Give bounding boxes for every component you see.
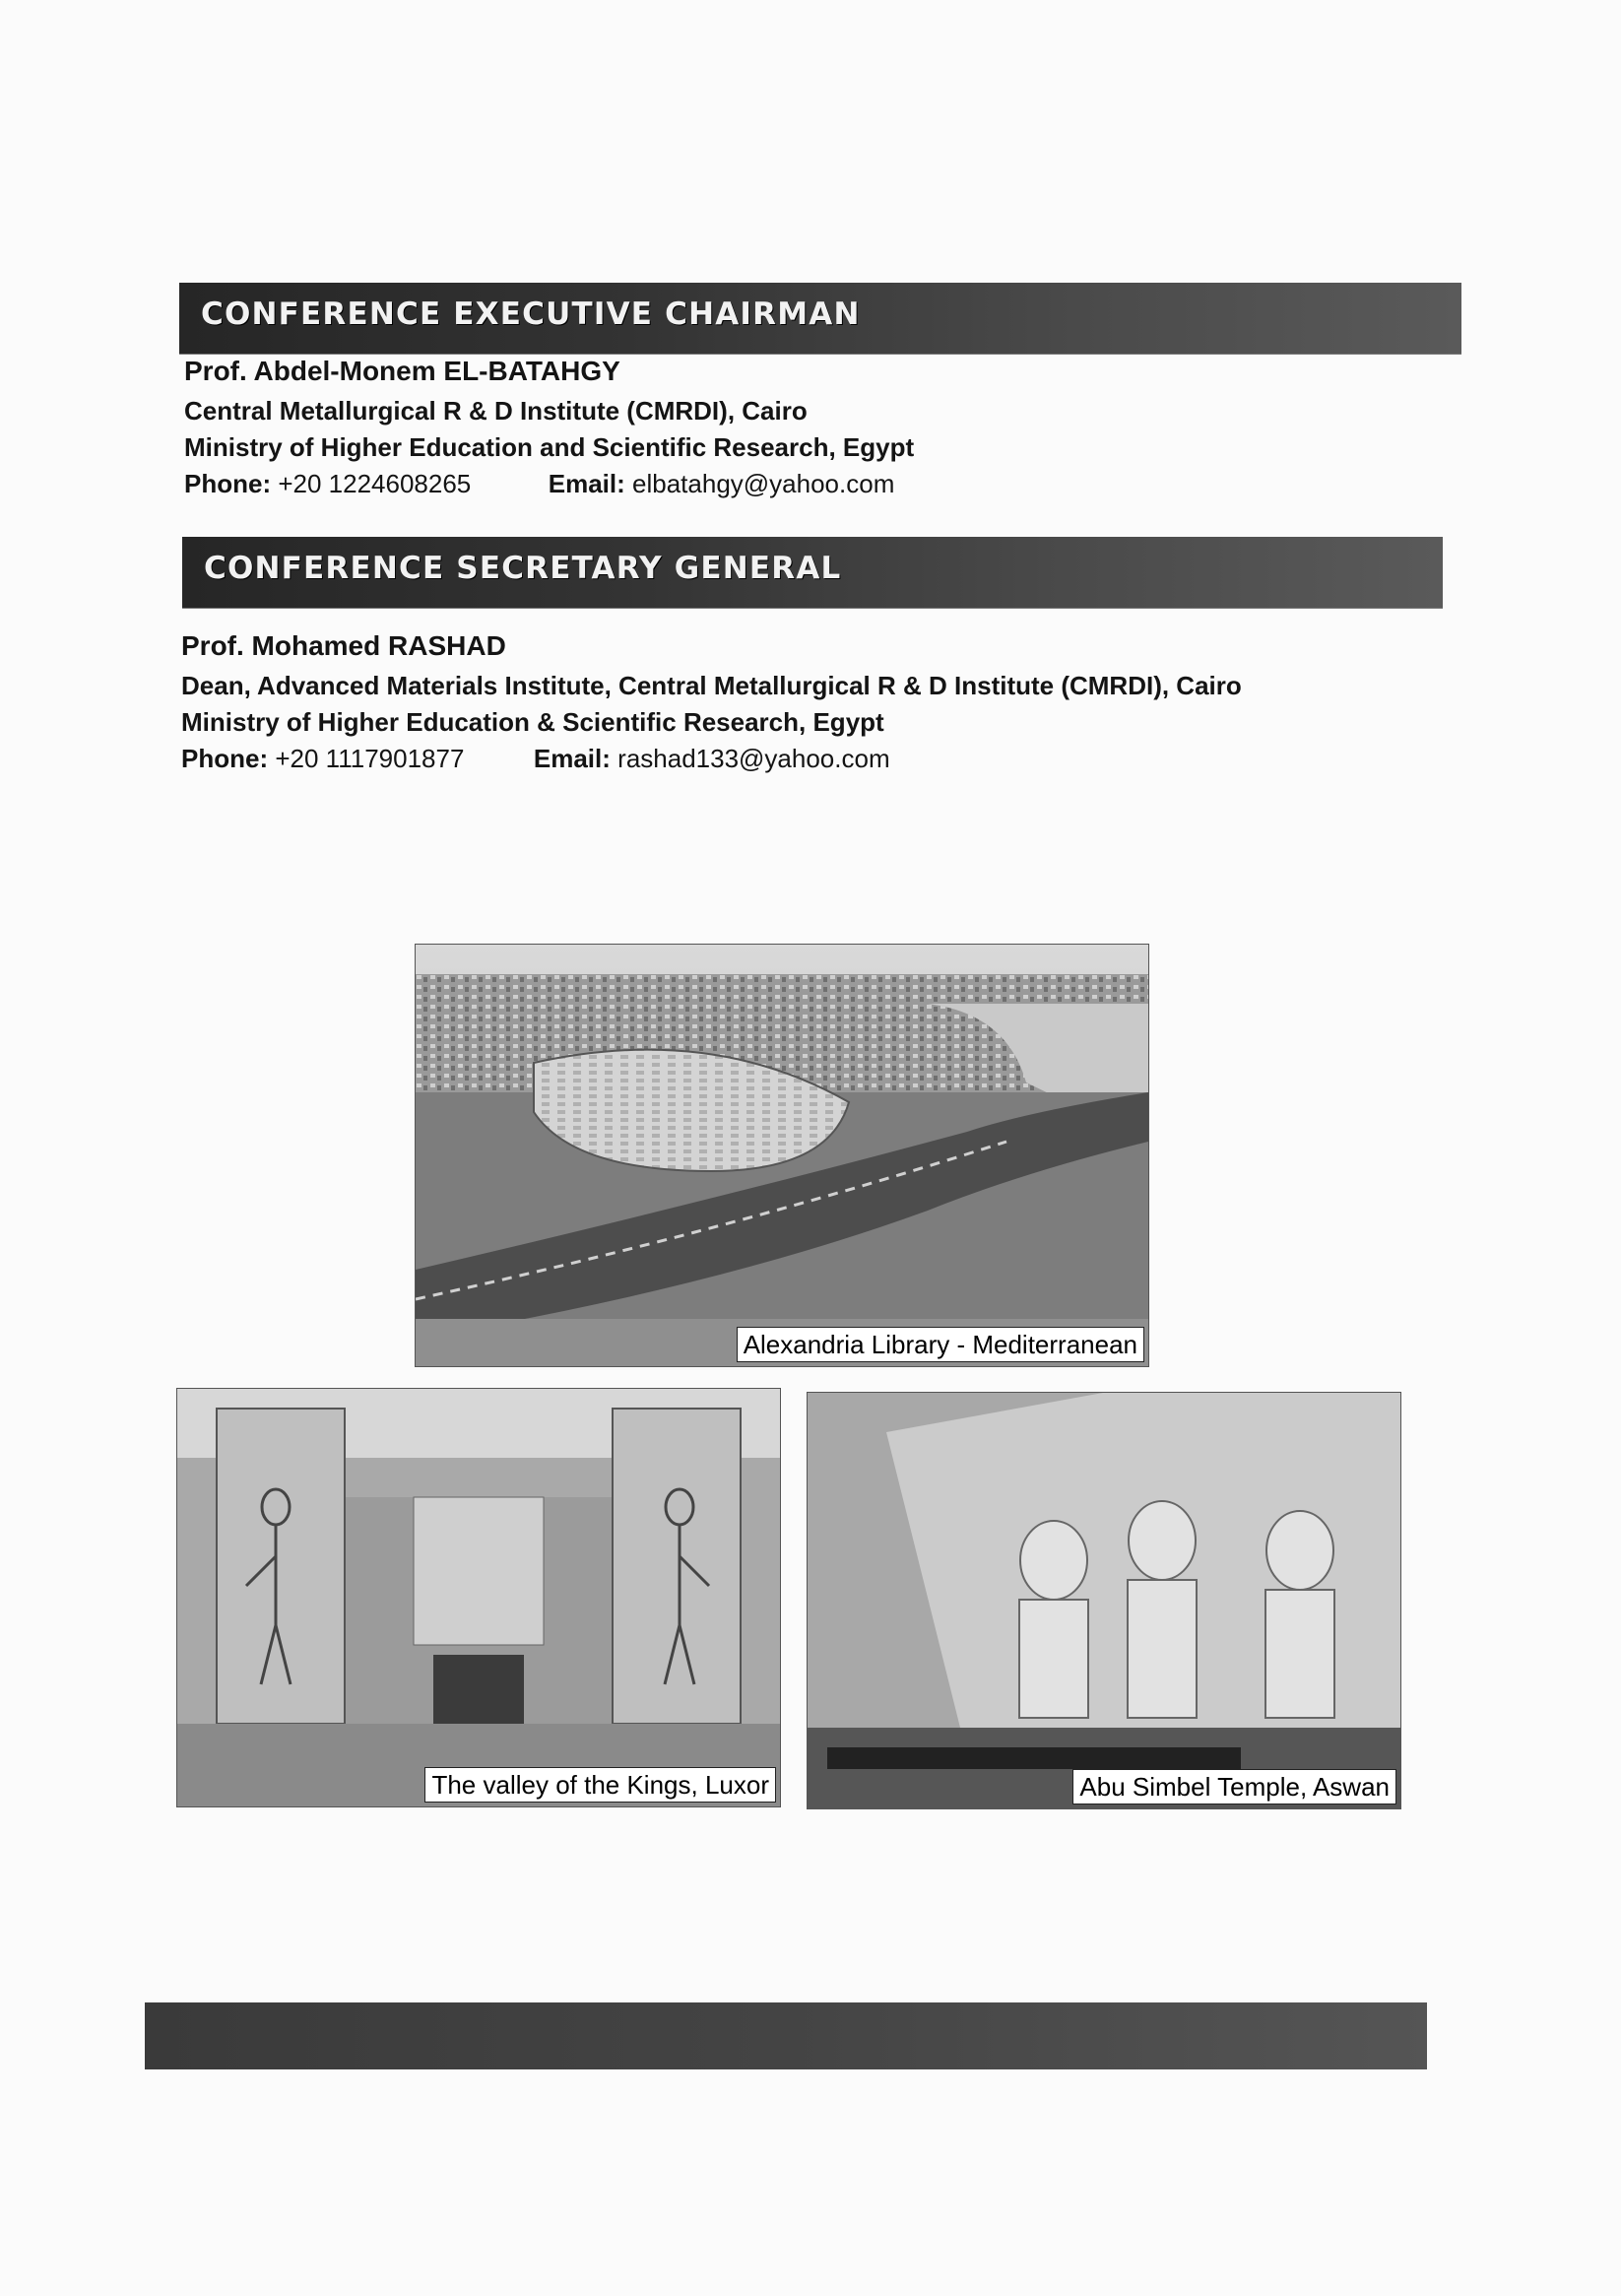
phone-label: Phone: bbox=[181, 744, 269, 773]
alexandria-library-image bbox=[416, 945, 1148, 1366]
contact-block-secretary-general bbox=[181, 628, 1242, 777]
person-name: Prof. Mohamed RASHAD bbox=[181, 630, 506, 661]
affiliation-line: Ministry of Higher Education & Scientific Research, Egypt bbox=[181, 707, 884, 737]
person-name: Prof. Abdel-Monem EL-BATAHGY bbox=[184, 356, 620, 386]
photo-alexandria-library bbox=[415, 944, 1149, 1367]
phone-label: Phone: bbox=[184, 469, 272, 498]
email-label: Email: bbox=[548, 469, 625, 498]
photo-caption: Abu Simbel Temple, Aswan bbox=[1072, 1769, 1396, 1804]
phone-email-row bbox=[181, 741, 1242, 777]
photo-caption: Alexandria Library - Mediterranean bbox=[737, 1327, 1144, 1362]
section-title: CONFERENCE SECRETARY GENERAL bbox=[204, 551, 842, 586]
affiliation-line: Central Metallurgical R & D Institute (CMRDI), Cairo bbox=[184, 396, 808, 426]
footer-bar bbox=[145, 2002, 1427, 2069]
phone-email-row bbox=[184, 466, 914, 502]
section-header-executive-chairman bbox=[179, 283, 1461, 354]
photo-valley-of-the-kings bbox=[176, 1388, 781, 1807]
affiliation-line: Dean, Advanced Materials Institute, Central Metallurgical R & D Institute (CMRDI), Cairo bbox=[181, 671, 1242, 700]
email-label: Email: bbox=[533, 744, 611, 773]
contact-block-executive-chairman bbox=[184, 354, 914, 502]
abu-simbel-temple-image bbox=[808, 1393, 1400, 1808]
photo-caption: The valley of the Kings, Luxor bbox=[424, 1767, 776, 1803]
section-header-secretary-general bbox=[182, 537, 1443, 608]
affiliation-line: Ministry of Higher Education and Scientific Research, Egypt bbox=[184, 432, 915, 462]
photo-abu-simbel-temple bbox=[807, 1392, 1401, 1809]
valley-of-the-kings-image bbox=[177, 1389, 780, 1806]
email-address[interactable]: rashad133@yahoo.com bbox=[617, 744, 890, 773]
phone-number: +20 1117901877 bbox=[275, 744, 465, 773]
phone-number: +20 1224608265 bbox=[278, 469, 472, 498]
section-title: CONFERENCE EXECUTIVE CHAIRMAN bbox=[201, 296, 861, 332]
email-address[interactable]: elbatahgy@yahoo.com bbox=[632, 469, 895, 498]
